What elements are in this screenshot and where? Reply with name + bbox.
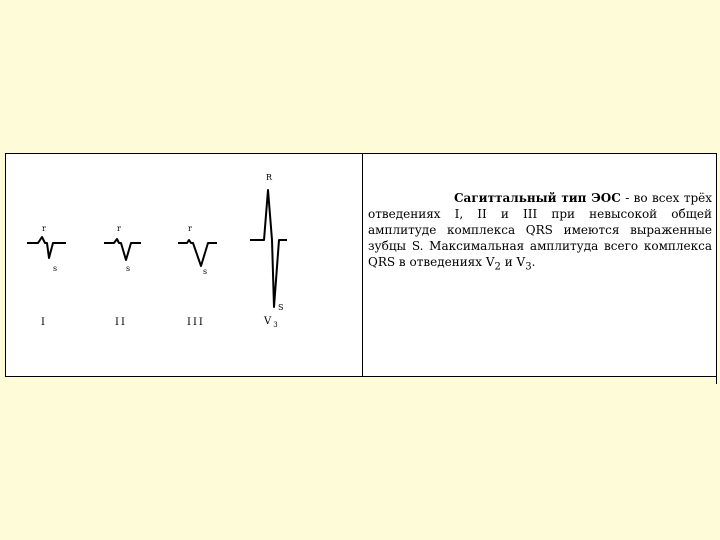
lead-i-waveform [27,237,66,258]
lead-i-label: I [41,317,47,328]
description-title: Сагиттальный тип ЭОС [454,191,621,205]
lead-v3-r-label: R [266,173,273,182]
ecg-diagram-cell [6,154,362,376]
description-paragraph: Сагиттальный тип ЭОС - во всех трёх отведениях I, II и III при невысокой общей амплитуде комплекса QRS имеются выраженные зубцы S. Максимальная амплитуда всего комплекса QRS в отведениях $V_2$ и $V_3$. [368,191,713,273]
cell-divider [362,154,363,376]
description-cell [368,190,712,275]
lead-iii-s-label: s [203,267,208,276]
lead-ii-waveform [104,239,141,260]
lead-ii-r-label: r [117,224,121,233]
ecg-diagram [6,154,362,376]
lead-iii-r-label: r [188,224,192,233]
lead-i-r-label: r [42,224,46,233]
lead-ii-s-label: s [126,264,131,273]
lead-v3-label: $V_3$ [264,316,280,329]
figure-table [5,153,717,377]
lead-ii-label: II [115,317,127,328]
lead-i-s-label: s [53,264,58,273]
corner-mark [716,372,717,384]
lead-v3-waveform [250,190,287,307]
lead-v3-s-label: S [278,303,284,312]
lead-iii-label: III [187,317,205,328]
lead-iii-waveform [178,240,217,266]
